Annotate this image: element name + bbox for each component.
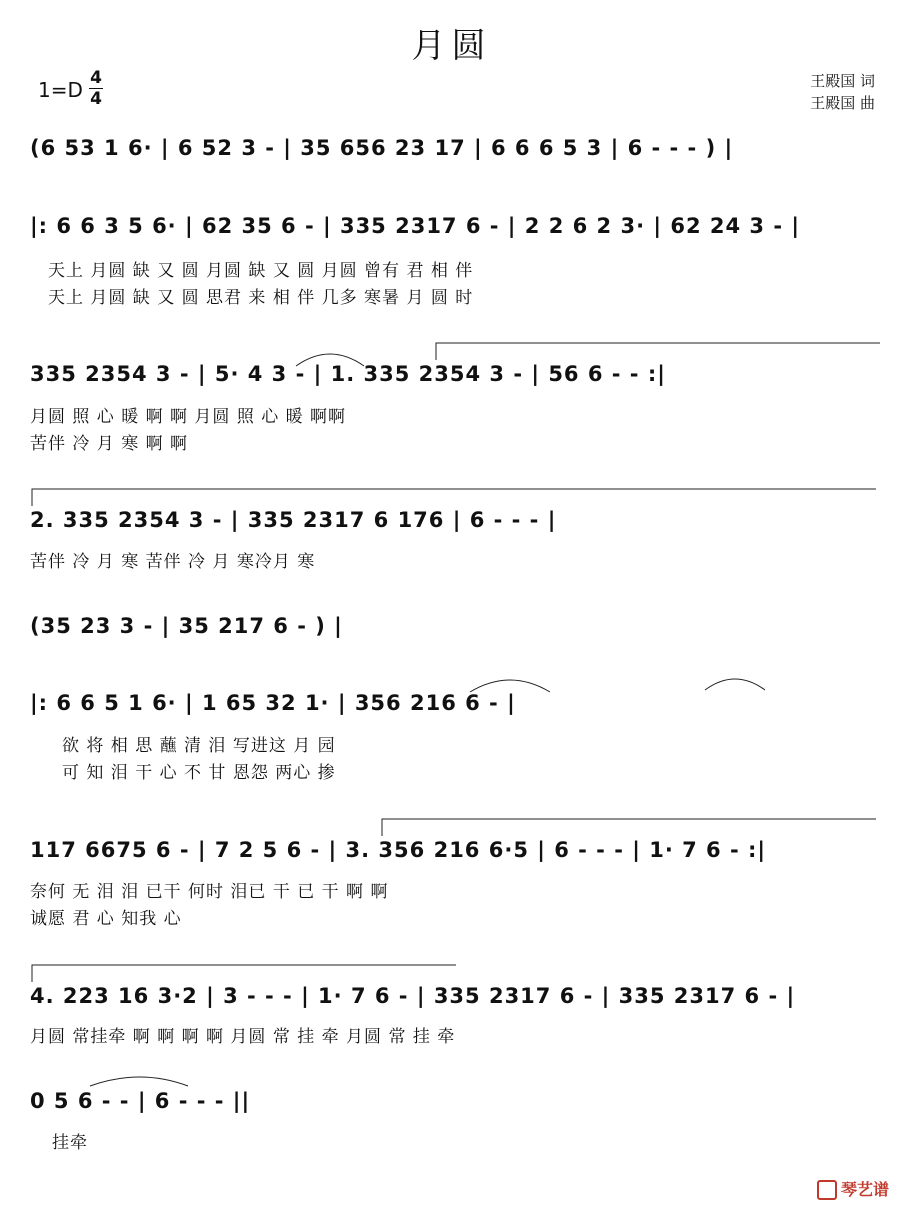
slur-long-row-3 [296,354,364,366]
key-signature: 1=D [38,78,83,102]
lyric-row-6-verse-1: 欲 将 相 思 蘸 清 泪 写进这 月 园 [62,736,336,756]
lyric-row-2-verse-2: 天上 月圆 缺 又 圆 思君 来 相 伴 几多 寒暑 月 圆 时 [48,288,474,308]
notation-row-8: 4. 223 16 3·2 | 3 - - - | 1· 7 6 - | 335 2317 6 - | 335 2317 6 - | [30,984,796,1008]
composer-credit: 王殿国 曲 [810,94,875,112]
volta-bracket-3 [382,819,876,836]
volta-bracket-2 [32,489,876,506]
notation-row-7: 117 6675 6 - | 7 2 5 6 - | 3. 356 216 6·5 | 6 - - - | 1· 7 6 - :| [30,838,767,862]
volta-bracket-4 [32,965,456,982]
lyric-row-3-verse-1: 月圆 照 心 暖 啊 啊 月圆 照 心 暖 啊啊 [30,407,347,427]
lyric-row-3-verse-2: 苦伴 冷 月 寒 啊 啊 [30,434,189,454]
time-signature-denominator: 4 [90,89,102,109]
slur-long-row-6b [705,679,765,690]
lyric-row-6-verse-2: 可 知 泪 干 心 不 甘 恩怨 两心 掺 [62,763,336,783]
notation-row-2: |: 6 6 3 5 6· | 62 35 6 - | 335 2317 6 - | 2 2 6 2 3· | 62 24 3 - | [30,214,801,238]
notation-row-5: (35 23 3 - | 35 217 6 - ) | [30,614,343,638]
lyric-row-9: 挂牵 [52,1133,88,1153]
slur-long-row-6 [470,680,550,692]
lyricist-credit: 王殿国 词 [810,72,875,90]
notation-row-9: 0 5 6 - - | 6 - - - || [30,1089,251,1113]
notation-row-4: 2. 335 2354 3 - | 335 2317 6 176 | 6 - - - | [30,508,557,532]
song-title: 月圆 [411,26,492,66]
lyric-row-2-verse-1: 天上 月圆 缺 又 圆 月圆 缺 又 圆 月圆 曾有 君 相 伴 [48,261,474,281]
watermark-logo [817,1177,889,1201]
notation-row-1: (6 53 1 6· | 6 52 3 - | 35 656 23 17 | 6 6 6 5 3 | 6 - - - ) | [30,136,734,160]
lyric-row-7-verse-2: 诚愿 君 心 知我 心 [30,909,182,929]
watermark-text: 琴艺谱 [840,1179,889,1199]
lyric-row-8: 月圆 常挂牵 啊 啊 啊 啊 月圆 常 挂 牵 月圆 常 挂 牵 [30,1027,456,1047]
time-signature-numerator: 4 [90,68,102,88]
lyric-row-4: 苦伴 冷 月 寒 苦伴 冷 月 寒冷月 寒 [30,552,316,572]
lyric-row-7-verse-1: 奈何 无 泪 泪 已干 何时 泪已 干 已 干 啊 啊 [30,882,389,902]
logo-icon [817,1180,837,1200]
volta-bracket-1 [436,343,880,360]
notation-row-3: 335 2354 3 - | 5· 4 3 - | 1. 335 2354 3 - | 56 6 - - :| [30,362,666,386]
notation-row-6: |: 6 6 5 1 6· | 1 65 32 1· | 356 216 6 - | [30,691,516,715]
slur-long-row-9 [90,1077,188,1086]
